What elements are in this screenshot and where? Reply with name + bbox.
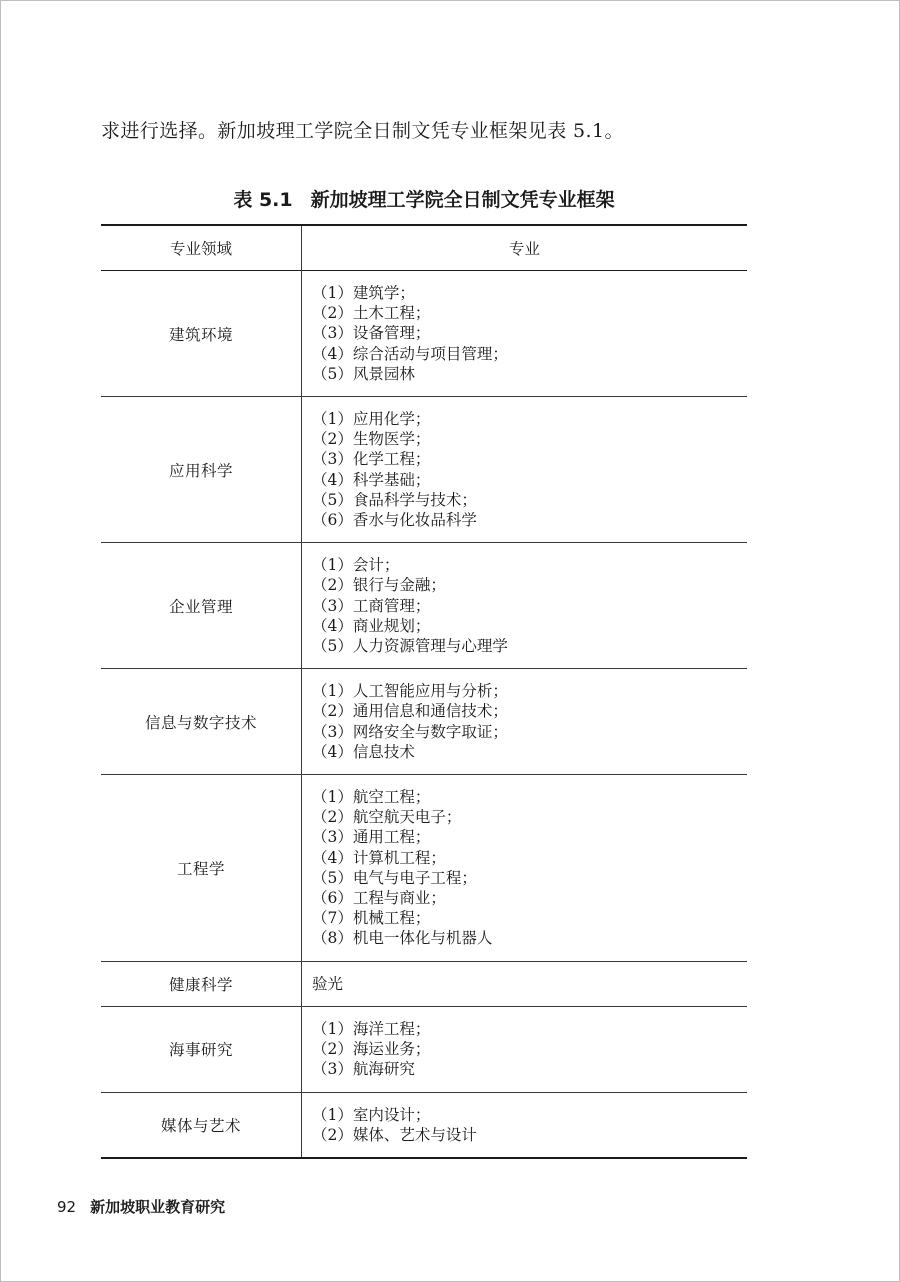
major-item: （8）机电一体化与机器人: [312, 929, 493, 948]
area-label: 海事研究: [168, 1041, 233, 1060]
major-item: （3）航海研究: [312, 1060, 415, 1079]
major-item: （1）建筑学；: [312, 284, 415, 302]
major-item: （2）土木工程；: [312, 304, 431, 323]
area-label: 建筑环境: [168, 325, 233, 344]
table-caption: [101, 186, 747, 214]
major-item: （4）信息技术: [312, 742, 415, 761]
area-cell: [101, 271, 302, 397]
major-cell: [302, 271, 748, 397]
table-row: [101, 669, 747, 775]
major-item: （5）风景园林: [312, 364, 415, 383]
major-cell: [302, 961, 748, 1006]
area-label: 媒体与艺术: [160, 1116, 241, 1135]
major-item: （1）人工智能应用与分析；: [312, 682, 508, 701]
major-item: （6）香水与化妆品科学: [312, 511, 477, 530]
major-item: （7）机械工程；: [312, 909, 431, 928]
major-item: （5）电气与电子工程；: [312, 868, 477, 887]
table-caption-title: 新加坡理工学院全日制文凭专业框架: [310, 189, 615, 211]
area-cell: [101, 669, 302, 775]
book-title: 新加坡职业教育研究: [90, 1198, 226, 1216]
major-item: （3）化学工程；: [312, 450, 431, 469]
major-item: （2）银行与金融；: [312, 576, 446, 595]
major-item: （1）海洋工程；: [312, 1019, 431, 1038]
major-item: （2）媒体、艺术与设计: [312, 1125, 477, 1144]
table-body: [101, 271, 747, 1158]
major-item: （4）综合活动与项目管理；: [312, 344, 508, 363]
header-major: 专业: [508, 240, 540, 258]
major-item: （2）航空航天电子；: [312, 808, 462, 827]
major-item: （6）工程与商业；: [312, 889, 446, 908]
major-item: （1）应用化学；: [312, 410, 431, 429]
major-item: 验光: [312, 974, 344, 993]
area-cell: [101, 1006, 302, 1092]
intro-paragraph: 求进行选择。新加坡理工学院全日制文凭专业框架见表 5.1。: [101, 120, 624, 142]
table-caption-number: 表 5.1: [233, 189, 293, 211]
header-area: 专业领域: [101, 225, 302, 271]
major-item: （3）工商管理；: [312, 596, 431, 615]
major-item: （2）通用信息和通信技术；: [312, 702, 508, 721]
area-cell: [101, 775, 302, 962]
table-row: [101, 961, 747, 1006]
major-framework-table: [101, 224, 747, 1159]
page-number: 92: [57, 1198, 77, 1216]
major-cell: [302, 1006, 748, 1092]
major-item: （5）人力资源管理与心理学: [312, 637, 508, 656]
area-cell: [101, 961, 302, 1006]
major-item: （4）商业规划；: [312, 616, 431, 635]
table-row: [101, 775, 747, 962]
table-row: [101, 271, 747, 397]
area-cell: [101, 1092, 302, 1158]
major-item: （3）网络安全与数字取证；: [312, 722, 508, 741]
table-row: [101, 1006, 747, 1092]
major-cell: [302, 397, 748, 543]
major-item: （1）会计；: [312, 556, 400, 575]
table-row: [101, 397, 747, 543]
major-item: （1）航空工程；: [312, 788, 431, 807]
major-cell: [302, 1092, 748, 1158]
area-cell: [101, 397, 302, 543]
major-item: （5）食品科学与技术；: [312, 490, 477, 509]
major-item: （3）设备管理；: [312, 324, 431, 343]
area-label: 工程学: [176, 859, 225, 878]
table-row: [101, 543, 747, 669]
major-cell: [302, 669, 748, 775]
major-item: （4）计算机工程；: [312, 848, 446, 867]
area-label: 企业管理: [168, 597, 233, 616]
major-cell: [302, 775, 748, 962]
major-item: （2）生物医学；: [312, 430, 431, 449]
area-label: 应用科学: [168, 461, 233, 480]
major-item: （2）海运业务；: [312, 1040, 431, 1059]
area-label: 信息与数字技术: [144, 713, 257, 732]
area-label: 健康科学: [168, 975, 233, 994]
table-row: [101, 1092, 747, 1158]
area-cell: [101, 543, 302, 669]
major-item: （3）通用工程；: [312, 828, 431, 847]
major-item: （1）室内设计；: [312, 1105, 431, 1124]
table-header-row: [101, 225, 747, 271]
major-item: （4）科学基础；: [312, 470, 431, 489]
page-footer: [57, 1195, 225, 1219]
major-cell: [302, 543, 748, 669]
